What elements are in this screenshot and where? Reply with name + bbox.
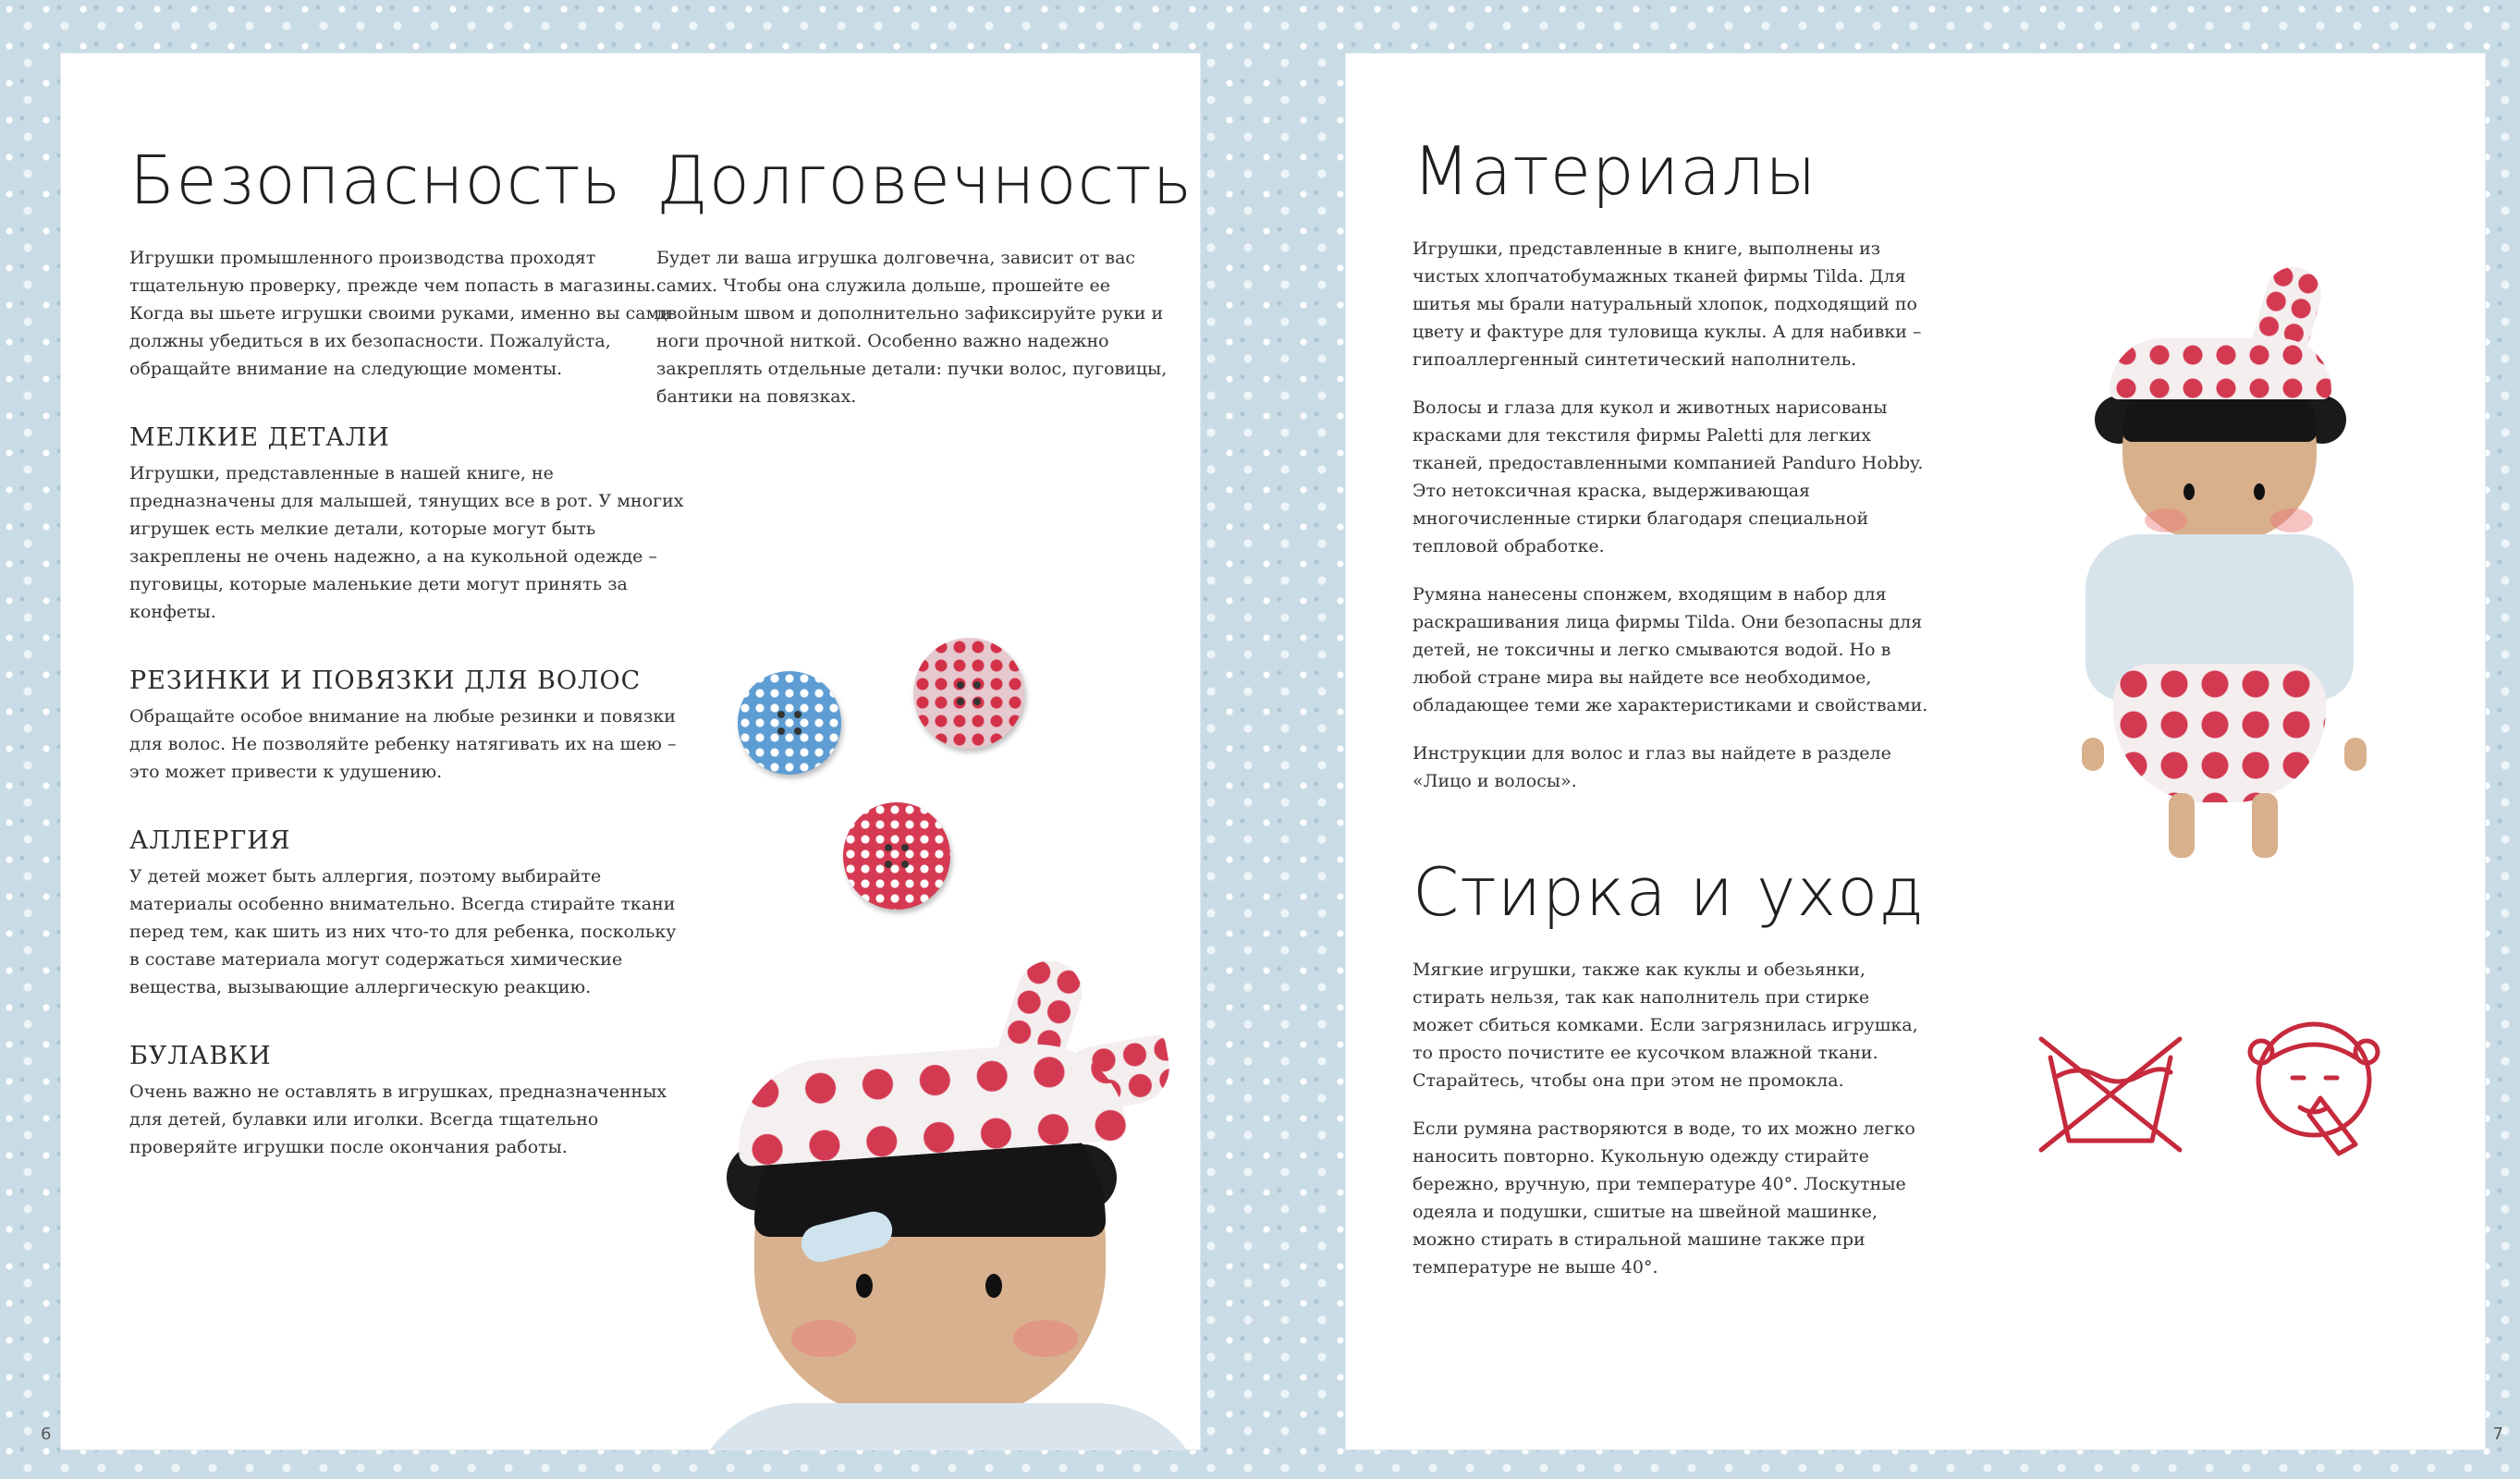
- safety-column: [129, 141, 684, 1181]
- page-number-left: 6: [41, 1424, 52, 1444]
- blue-polka-button-image: [738, 671, 841, 775]
- safety-intro: Игрушки промышленного производства проходят тщательную проверку, прежде чем попасть в магазины. Когда вы шьете игрушки своими руками, именно вы сами должны убедиться в их безопасности. Пожалуйста, обращайте внимание на следующие моменты.: [129, 247, 672, 379]
- allergy-heading: АЛЛЕРГИЯ: [129, 825, 291, 855]
- right-page: [1346, 54, 2503, 1449]
- doll-photo: [653, 941, 1244, 1449]
- durability-column: [656, 141, 1193, 431]
- doll-photo-small: [2021, 257, 2409, 960]
- no-wash-icon: [2032, 1021, 2189, 1159]
- care-paragraph: Мягкие игрушки, также как куклы и обезьянки, стирать нельзя, так как наполнитель при стирке может сбиться комками. Если загрязнилась игрушка, то просто почистите ее кусочком влажной ткани. Старайтесь, чтобы она при этом не промокла.: [1413, 959, 1918, 1091]
- materials-title: Материалы: [1413, 132, 1817, 210]
- materials-paragraph: Инструкции для волос и глаз вы найдете в разделе «Лицо и волосы».: [1413, 742, 1891, 791]
- red-polka-button-image: [913, 638, 1024, 749]
- hair-ties-text: Обращайте особое внимание на любые резинки и повязки для волос. Не позволяйте ребенку натягивать их на шею – это может привести к удушению.: [129, 705, 677, 782]
- pins-heading: БУЛАВКИ: [129, 1041, 272, 1070]
- materials-paragraph: Румяна нанесены спонжем, входящим в набор для раскрашивания лица фирмы Tilda. Они безопасны для детей, не токсичны и легко смываются водой. Но в любой стране мира вы найдете все необходимое, обладающее теми же характеристиками и свойствами.: [1413, 583, 1928, 715]
- care-title: Стирка и уход: [1413, 853, 1926, 931]
- pins-text: Очень важно не оставлять в игрушках, предназначенных для детей, булавки или иголки. Всегда тщательно проверяйте игрушки после окончания работы.: [129, 1081, 667, 1157]
- left-page: [41, 54, 1200, 1449]
- hair-ties-heading: РЕЗИНКИ И ПОВЯЗКИ ДЛЯ ВОЛОС: [129, 666, 642, 695]
- materials-paragraph: Волосы и глаза для кукол и животных нарисованы красками для текстиля фирмы Paletti для легких тканей, предоставленными компанией Panduro Hobby. Это нетоксичная краска, выдерживающая многочисленные стирки благодаря специальной тепловой обработке.: [1413, 397, 1924, 556]
- durability-text: Будет ли ваша игрушка долговечна, зависит от вас самих. Чтобы она служила дольше, прошейте ее двойным швом и дополнительно зафиксируйте руки и ноги прочной ниткой. Особенно важно надежно закреплять отдельные детали: пучки волос, пуговицы, бантики на повязках.: [656, 247, 1168, 407]
- red-polka-button-image: [843, 802, 950, 910]
- page-number-right: 7: [2492, 1424, 2503, 1444]
- small-parts-heading: МЕЛКИЕ ДЕТАЛИ: [129, 422, 390, 452]
- durability-title: Долговечность: [656, 141, 1193, 219]
- safety-title: Безопасность: [129, 141, 622, 219]
- wipe-clean-icon: [2235, 1006, 2392, 1163]
- materials-paragraph: Игрушки, представленные в книге, выполнены из чистых хлопчатобумажных тканей фирмы Tilda. Для шитья мы брали натуральный хлопок, подходящий по цвету и фактуре для туловища куклы. А для набивки – гипоаллергенный синтетический наполнитель.: [1413, 238, 1922, 370]
- care-column: [1413, 853, 1930, 1302]
- small-parts-text: Игрушки, представленные в нашей книге, не предназначены для малышей, тянущих все в рот. У многих игрушек есть мелкие детали, которые могут быть закреплены не очень надежно, а на кукольной одежде – пуговицы, которые маленькие дети могут принять за конфеты.: [129, 462, 684, 622]
- allergy-text: У детей может быть аллергия, поэтому выбирайте материалы особенно внимательно. Всегда стирайте ткани перед тем, как шить из них что-то для ребенка, поскольку в составе материала могут содержаться химические вещества, вызывающие аллергическую реакцию.: [129, 865, 677, 997]
- materials-column: [1413, 132, 1930, 815]
- care-paragraph: Если румяна растворяются в воде, то их можно легко наносить повторно. Кукольную одежду стирайте бережно, вручную, при температуре 40°. Лоскутные одеяла и подушки, сшитые на швейной машинке, можно стирать в стиральной машине также при температуре не выше 40°.: [1413, 1118, 1915, 1277]
